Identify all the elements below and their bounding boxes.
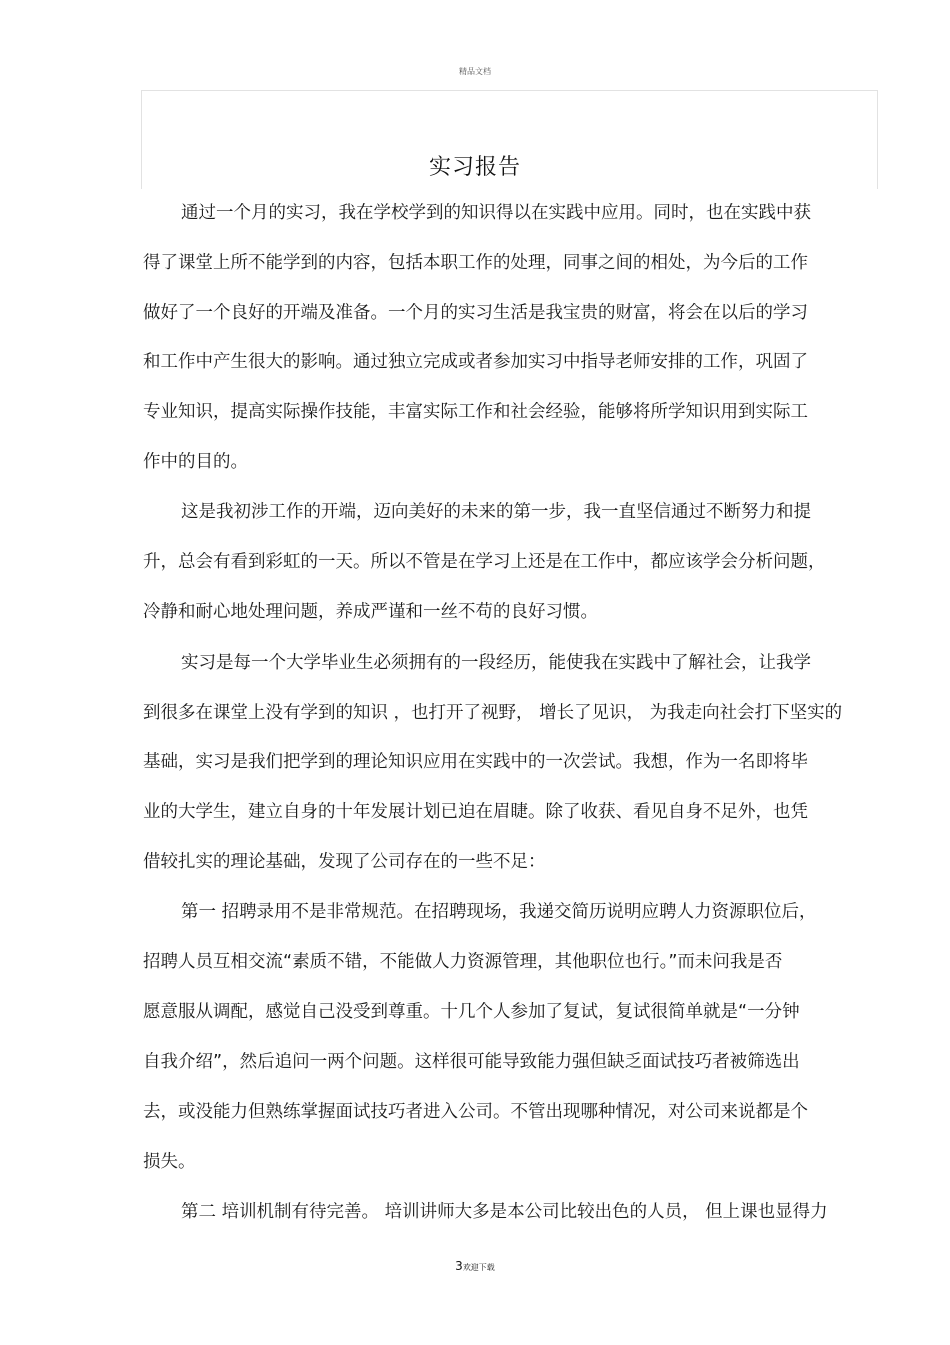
paragraph-2-line-3: 冷静和耐心地处理问题，养成严谨和一丝不苟的良好习惯。 <box>143 602 598 622</box>
paragraph-4-line-3: 愿意服从调配，感觉自己没受到尊重。十几个人参加了复试，复试很简单就是“一分钟 <box>143 1002 800 1022</box>
paragraph-1-line-4: 和工作中产生很大的影响。通过独立完成或者参加实习中指导老师安排的工作，巩固了 <box>143 352 808 372</box>
paragraph-1-line-1: 通过一个月的实习，我在学校学到的知识得以在实践中应用。同时，也在实践中获 <box>181 203 811 223</box>
paragraph-1-line-2: 得了课堂上所不能学到的内容，包括本职工作的处理，同事之间的相处，为今后的工作 <box>143 253 808 273</box>
page-footer <box>0 1259 950 1273</box>
page-number: 3 <box>455 1259 463 1273</box>
paragraph-3-line-3: 基础，实习是我们把学到的理论知识应用在实践中的一次尝试。我想，作为一名即将毕 <box>143 752 808 772</box>
footer-text: 欢迎下载 <box>462 1263 495 1272</box>
paragraph-5-line-1: 第二 培训机制有待完善。 培训讲师大多是本公司比较出色的人员， 但上课也显得力 <box>181 1202 828 1222</box>
paragraph-4-line-2: 招聘人员互相交流“素质不错，不能做人力资源管理，其他职位也行。”而未问我是否 <box>143 952 783 972</box>
paragraph-4-line-6: 损失。 <box>143 1152 196 1172</box>
paragraph-1-line-3: 做好了一个良好的开端及准备。一个月的实习生活是我宝贵的财富，将会在以后的学习 <box>143 303 808 323</box>
paragraph-3-line-5: 借较扎实的理论基础，发现了公司存在的一些不足： <box>143 852 546 872</box>
paragraph-3-line-1: 实习是每一个大学毕业生必须拥有的一段经历，能使我在实践中了解社会，让我学 <box>181 653 811 673</box>
paragraph-1-line-6: 作中的目的。 <box>143 452 248 472</box>
paragraph-4-line-5: 去，或没能力但熟练掌握面试技巧者进入公司。不管出现哪种情况，对公司来说都是个 <box>143 1102 808 1122</box>
paragraph-3-line-2: 到很多在课堂上没有学到的知识 ，也打开了视野， 增长了见识， 为我走向社会打下坚实的 <box>143 703 843 723</box>
header-note: 精品文档 <box>459 67 491 76</box>
document-title: 实习报告 <box>428 155 521 180</box>
paragraph-2-line-1: 这是我初涉工作的开端，迈向美好的未来的第一步，我一直坚信通过不断努力和提 <box>181 502 811 522</box>
paragraph-3-line-4: 业的大学生，建立自身的十年发展计划已迫在眉睫。除了收获、看见自身不足外，也凭 <box>143 802 808 822</box>
paragraph-4-line-4: 自我介绍”，然后追问一两个问题。这样很可能导致能力强但缺乏面试技巧者被筛选出 <box>143 1052 800 1072</box>
paragraph-2-line-2: 升，总会有看到彩虹的一天。所以不管是在学习上还是在工作中，都应该学会分析问题， <box>143 552 826 572</box>
paragraph-4-line-1: 第一 招聘录用不是非常规范。在招聘现场，我递交简历说明应聘人力资源职位后， <box>181 902 817 922</box>
paragraph-1-line-5: 专业知识，提高实际操作技能，丰富实际工作和社会经验，能够将所学知识用到实际工 <box>143 402 808 422</box>
